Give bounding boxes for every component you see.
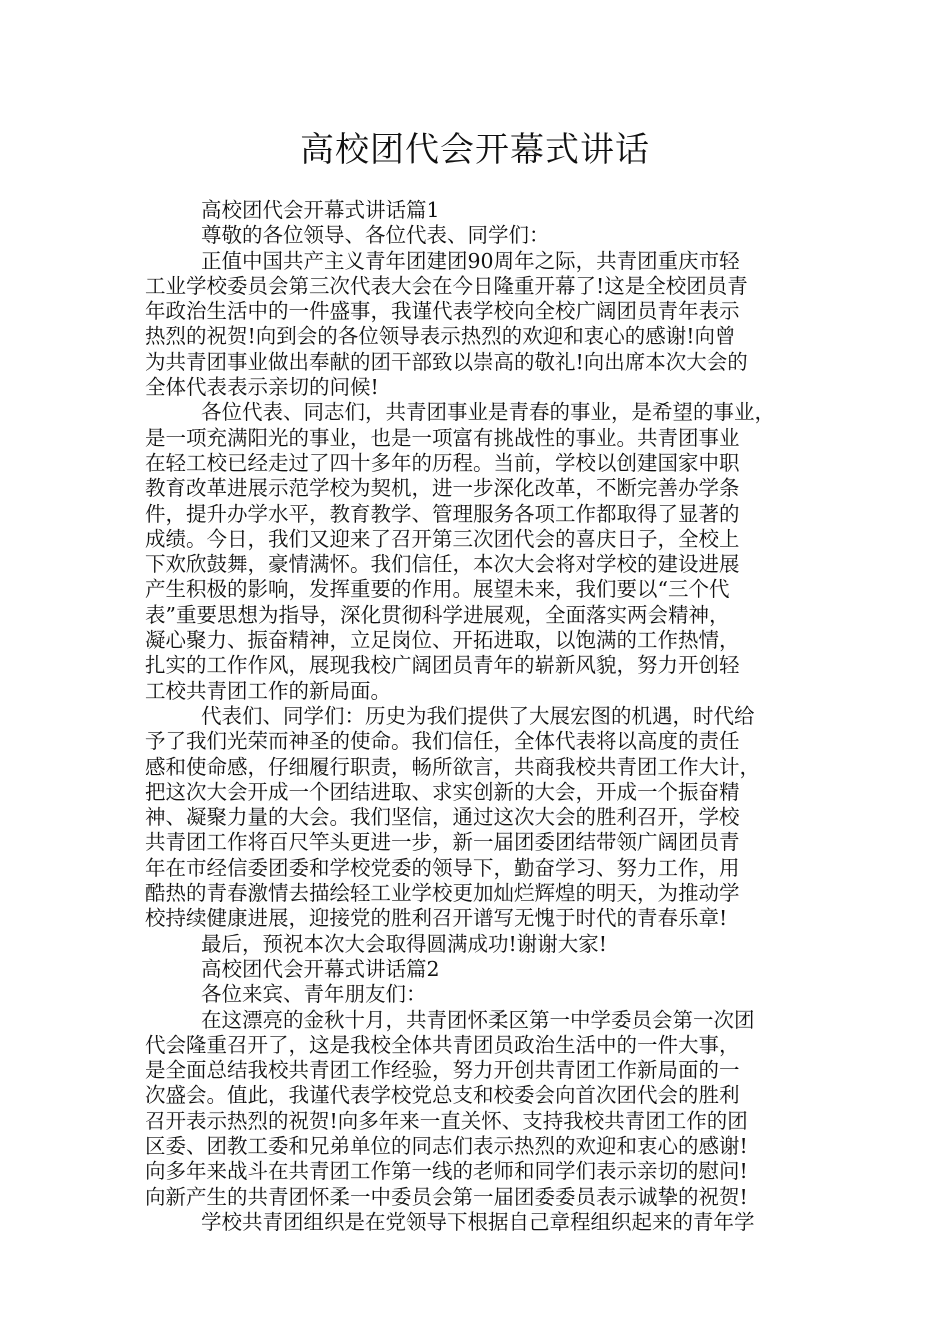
text-line: 年在市经信委团委和学校党委的领导下，勤奋学习、努力工作，用 [145,855,740,880]
text-line: 高校团代会开幕式讲话篇1 [201,198,440,222]
text-line: 共青团工作将百尺竿头更进一步，新一届团委团结带领广阔团员青 [145,830,740,855]
text-line: 年政治生活中的一件盛事，我谨代表学校向全校广阔团员青年表示 [145,299,740,324]
text-line: 为共青团事业做出奉献的团干部致以崇高的敬礼!向出席本次大会的 [145,349,748,374]
text-line: 校持续健康进展，迎接党的胜利召开谱写无愧于时代的青春乐章! [145,906,728,931]
text-line: 扎实的工作作风，展现我校广阔团员青年的崭新风貌，努力开创轻 [145,653,740,678]
text-line: 凝心聚力、振奋精神，立足岗位、开拓进取，以饱满的工作热情， [145,628,740,653]
document-title: 高校团代会开幕式讲话 [300,130,650,170]
text-line: 感和使命感，仔细履行职责，畅所欲言，共商我校共青团工作大计， [145,754,760,779]
text-line: 是全面总结我校共青团工作经验，努力开创共青团工作新局面的一 [145,1058,740,1083]
text-line: 产生积极的影响，发挥重要的作用。展望未来，我们要以“三个代 [145,577,730,602]
text-line: 全体代表表示亲切的问候! [145,375,379,400]
text-line: 在这漂亮的金秋十月，共青团怀柔区第一中学委员会第一次团 [201,1007,755,1032]
text-line: 次盛会。值此，我谨代表学校党总支和校委会向首次团代会的胜利 [145,1083,740,1108]
text-line: 正值中国共产主义青年团建团90周年之际，共青团重庆市轻 [201,248,740,273]
text-line: 区委、团教工委和兄弟单位的同志们表示热烈的欢迎和衷心的感谢! [145,1133,748,1158]
text-line: 件，提升办学水平，教育教学、管理服务各项工作都取得了显著的 [145,501,740,526]
text-line: 予了我们光荣而神圣的使命。我们信任，全体代表将以高度的责任 [145,729,740,754]
text-line: 工业学校委员会第三次代表大会在今日隆重开幕了!这是全校团员青 [145,273,748,298]
text-line: 尊敬的各位领导、各位代表、同学们： [201,223,550,248]
text-line: 最后，预祝本次大会取得圆满成功!谢谢大家! [201,931,607,956]
text-line: 成绩。今日，我们又迎来了召开第三次团代会的喜庆日子，全校上 [145,526,740,551]
text-line: 高校团代会开幕式讲话篇2 [201,956,440,981]
text-line: 向多年来战斗在共青团工作第一线的老师和同学们表示亲切的慰问! [145,1159,748,1184]
text-line: 代表们、同学们：历史为我们提供了大展宏图的机遇，时代给 [201,703,755,728]
text-line: 热烈的祝贺!向到会的各位领导表示热烈的欢迎和衷心的感谢!向曾 [145,324,736,349]
text-line: 召开表示热烈的祝贺!向多年来一直关怀、支持我校共青团工作的团 [145,1108,748,1133]
document-body [145,198,805,1235]
text-line: 表”重要思想为指导，深化贯彻科学进展观，全面落实两会精神， [145,602,730,627]
text-line: 各位来宾、青年朋友们： [201,982,427,1007]
text-line: 学校共青团组织是在党领导下根据自己章程组织起来的青年学 [201,1209,755,1234]
text-line: 工校共青团工作的新局面。 [145,678,391,703]
text-line: 在轻工校已经走过了四十多年的历程。当前，学校以创建国家中职 [145,450,740,475]
text-line: 神、凝聚力量的大会。我们坚信，通过这次大会的胜利召开，学校 [145,805,740,830]
text-line: 向新产生的共青团怀柔一中委员会第一届团委委员表示诚挚的祝贺! [145,1184,748,1209]
text-line: 各位代表、同志们，共青团事业是青春的事业，是希望的事业， [201,400,775,425]
text-line: 酷热的青春激情去描绘轻工业学校更加灿烂辉煌的明天，为推动学 [145,881,740,906]
text-line: 教育改革进展示范学校为契机，进一步深化改革，不断完善办学条 [145,476,740,501]
text-line: 是一项充满阳光的事业，也是一项富有挑战性的事业。共青团事业 [145,425,740,450]
text-line: 把这次大会开成一个团结进取、求实创新的大会，开成一个振奋精 [145,779,740,804]
text-line: 代会隆重召开了，这是我校全体共青团员政治生活中的一件大事， [145,1032,740,1057]
text-line: 下欢欣鼓舞，豪情满怀。我们信任，本次大会将对学校的建设进展 [145,552,740,577]
